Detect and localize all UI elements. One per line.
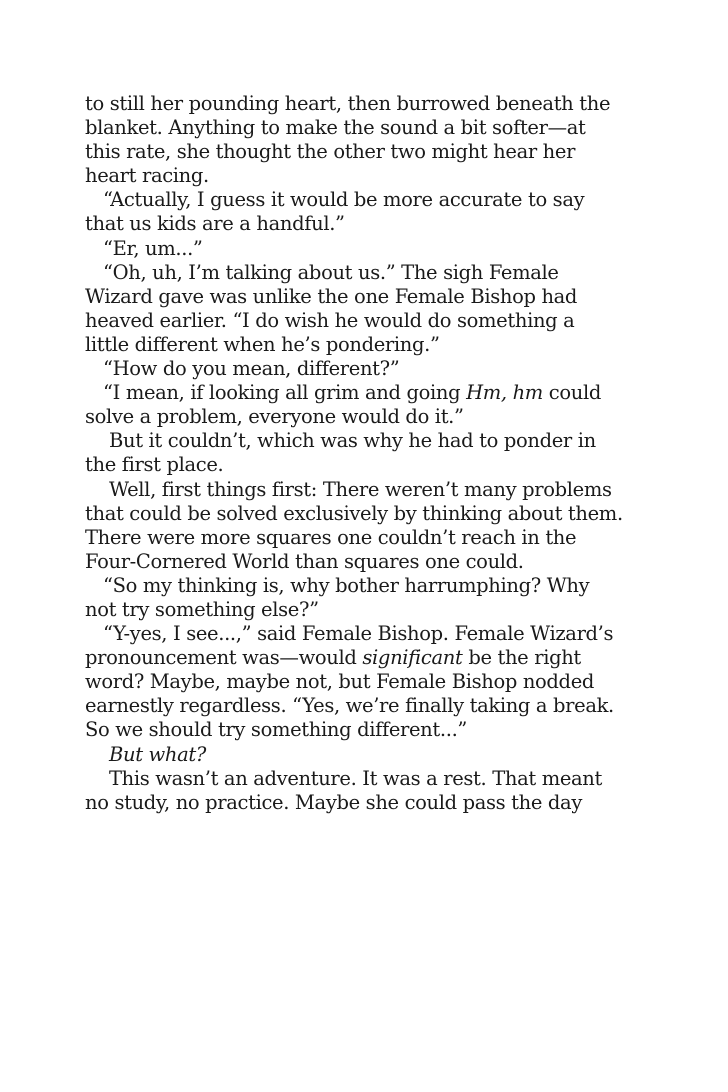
text-span: to still her pounding heart, then burrowed beneath the (85, 92, 611, 115)
text-span: There were more squares one couldn’t reach in the (85, 525, 577, 549)
text-line (85, 212, 625, 236)
text-line (85, 526, 625, 550)
italic-text-span: Hm, hm (466, 381, 543, 405)
text-line (85, 188, 625, 212)
text-span: this rate, she thought the other two might hear her (85, 140, 576, 164)
text-span: blanket. Anything to make the sound a bit softer—at (85, 116, 586, 140)
text-line (85, 694, 625, 718)
text-line (85, 743, 625, 767)
text-span: solve a problem, everyone would do it.” (85, 405, 464, 429)
italic-text-span: But what? (109, 742, 206, 766)
text-line (85, 309, 625, 333)
text-span: heart racing. (85, 164, 209, 188)
text-span: earnestly regardless. “Yes, we’re finally taking a break. (85, 694, 614, 718)
text-span: But it couldn’t, which was why he had to ponder in (109, 429, 596, 453)
text-line (85, 622, 625, 646)
text-span: Wizard gave was unlike the one Female Bishop had (85, 284, 578, 308)
text-span: that us kids are a handful.” (85, 212, 345, 236)
text-span: “Er, um...” (103, 236, 203, 260)
text-span: “Oh, uh, I’m talking about us.” The sigh Female (103, 260, 559, 284)
text-line (85, 646, 625, 670)
text-line (85, 718, 625, 742)
text-span: the first place. (85, 453, 224, 477)
text-span: So we should try something different...” (85, 718, 468, 742)
text-span: word? Maybe, maybe not, but Female Bishop nodded (85, 670, 595, 694)
text-span: Four-Cornered World than squares one could. (85, 549, 524, 573)
text-line (85, 405, 625, 429)
text-line (85, 598, 625, 622)
text-span: pronouncement was—would (85, 646, 363, 670)
text-span: “I mean, if looking all grim and going (103, 381, 467, 405)
book-page-body (85, 92, 625, 815)
text-span: heaved earlier. “I do wish he would do something a (85, 308, 575, 332)
text-span: not try something else?” (85, 597, 319, 621)
text-span: be the right (462, 646, 581, 670)
text-line (85, 767, 625, 791)
text-span: could (542, 381, 601, 405)
text-line (85, 357, 625, 381)
text-line (85, 381, 625, 405)
text-line (85, 670, 625, 694)
text-line (85, 164, 625, 188)
text-span: Well, first things first: There weren’t many problems (109, 477, 612, 501)
text-span: “Y-yes, I see...,” said Female Bishop. Female Wizard’s (103, 622, 614, 646)
text-line (85, 261, 625, 285)
text-line (85, 116, 625, 140)
text-line (85, 478, 625, 502)
text-line (85, 92, 625, 116)
text-span: little different when he’s pondering.” (85, 332, 440, 356)
text-span: that could be solved exclusively by thinking about them. (85, 501, 623, 525)
text-line (85, 429, 625, 453)
italic-text-span: significant (362, 646, 463, 670)
text-span: “How do you mean, different?” (103, 357, 400, 381)
text-span: “So my thinking is, why bother harrumphing? Why (103, 573, 590, 597)
text-line (85, 550, 625, 574)
text-line (85, 237, 625, 261)
text-line (85, 285, 625, 309)
text-line (85, 140, 625, 164)
text-line (85, 502, 625, 526)
text-line (85, 453, 625, 477)
text-span: no study, no practice. Maybe she could pass the day (85, 790, 582, 814)
text-line (85, 333, 625, 357)
text-span: This wasn’t an adventure. It was a rest. That meant (109, 766, 602, 790)
text-line (85, 574, 625, 598)
text-span: “Actually, I guess it would be more accurate to say (103, 188, 585, 212)
text-line (85, 791, 625, 815)
